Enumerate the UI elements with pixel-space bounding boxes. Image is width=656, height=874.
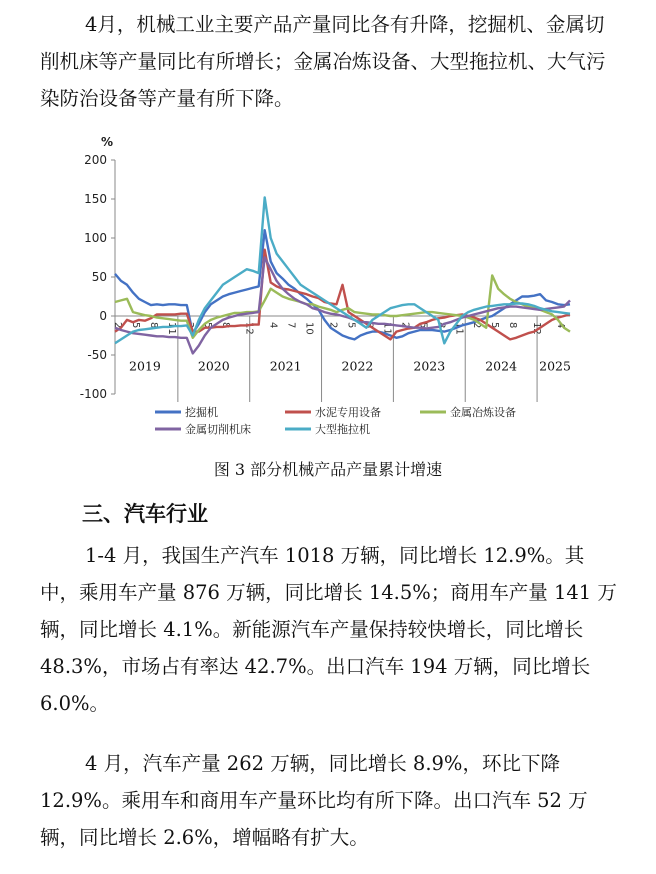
month-tick-label: 2 (471, 322, 483, 329)
intro-paragraph: 4月，机械工业主要产品产量同比各有升降，挖掘机、金属切削机床等产量同比有所增长；金属冶炼设备、大型拖拉机、大气污染防治设备等产量有所下降。 (40, 13, 606, 110)
y-tick-label: 50 (91, 270, 107, 284)
y-tick-label: 0 (99, 309, 107, 323)
year-label: 2022 (341, 358, 374, 374)
month-tick-label: 11 (381, 322, 393, 335)
y-tick-label: -100 (79, 387, 107, 401)
legend-label: 挖掘机 (185, 406, 218, 419)
legend-label: 金属冶炼设备 (450, 406, 516, 419)
month-tick-label: 10 (303, 322, 315, 335)
figure-caption: 图 3 部分机械产品产量累计增速 (213, 460, 443, 479)
month-tick-label: 5 (345, 322, 357, 329)
month-tick-label: 8 (507, 322, 519, 329)
month-tick-label: 7 (285, 322, 297, 329)
month-tick-label: 5 (417, 322, 429, 329)
year-label: 2023 (413, 358, 446, 374)
month-tick-label: 5 (489, 322, 501, 329)
legend-label: 大型拖拉机 (315, 423, 370, 436)
section-heading: 三、汽车行业 (82, 502, 208, 526)
month-tick-label: 11 (165, 322, 177, 335)
legend-label: 金属切削机床 (185, 423, 251, 436)
month-tick-label: 8 (147, 322, 159, 329)
y-tick-label: -50 (87, 348, 107, 362)
month-tick-label: 11 (453, 322, 465, 335)
machinery-output-chart (60, 120, 600, 450)
year-label: 2019 (129, 358, 161, 374)
y-tick-label: 200 (84, 153, 107, 167)
year-label: 2024 (485, 358, 518, 374)
month-tick-label: 12 (243, 322, 255, 335)
chart-axes (80, 135, 571, 402)
month-tick-label: 5 (201, 322, 213, 329)
month-tick-label: 2 (327, 322, 339, 329)
year-label: 2020 (197, 358, 230, 374)
month-tick-label: 8 (435, 322, 447, 329)
month-tick-label: 8 (363, 322, 375, 329)
y-tick-label: 150 (84, 192, 107, 206)
paragraph-vehicle-production: 1-4 月，我国生产汽车 1018 万辆，同比增长 12.9%。其中，乘用车产量 876 万辆，同比增长 14.5%；商用车产量 141 万辆，同比增长 4.1%。新能源汽车产量保持较快增长，同比增长 48.3%，市场占有率达 42.7%。出口汽车 194 万辆，同比增长 6.0%。 (40, 544, 617, 715)
month-tick-label: 2 (183, 322, 195, 329)
month-tick-label: 2 (112, 322, 123, 329)
year-label: 2025 (539, 358, 571, 374)
legend-label: 水泥专用设备 (315, 406, 381, 419)
month-tick-label: 4 (555, 322, 567, 329)
month-tick-label: 2 (399, 322, 411, 329)
chart-series (115, 197, 570, 353)
y-axis-unit: % (100, 135, 114, 149)
y-tick-label: 100 (84, 231, 107, 245)
month-tick-label: 8 (219, 322, 231, 329)
month-tick-label: 12 (531, 322, 543, 335)
month-tick-label: 5 (129, 322, 141, 329)
year-label: 2021 (269, 358, 302, 374)
chart-legend (155, 405, 516, 436)
paragraph-april-production: 4 月，汽车产量 262 万辆，同比增长 8.9%，环比下降 12.9%。乘用车和商用车产量环比均有所下降。出口汽车 52 万辆，同比增长 2.6%，增幅略有扩大。 (40, 752, 588, 849)
month-tick-label: 4 (267, 322, 279, 329)
